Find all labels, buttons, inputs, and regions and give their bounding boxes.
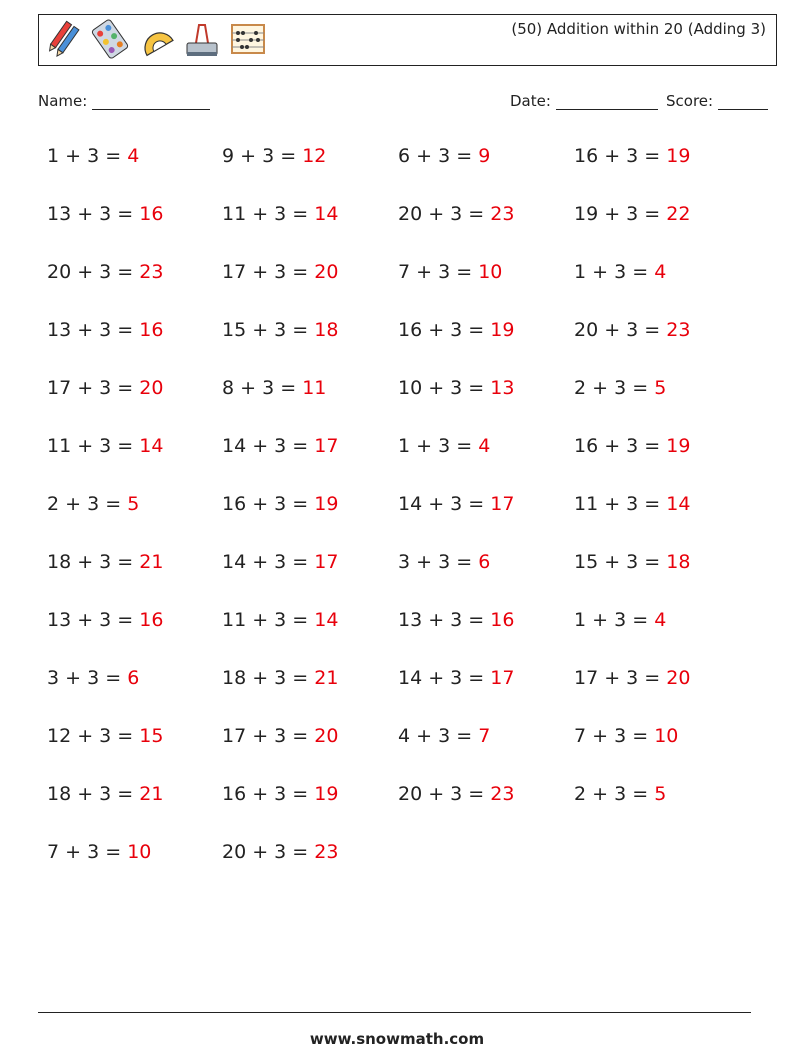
problem-answer: 16 <box>139 319 164 341</box>
problem-question: 17 + 3 = <box>574 667 667 689</box>
problem-question: 13 + 3 = <box>47 203 140 225</box>
problem-question: 14 + 3 = <box>222 551 315 573</box>
problem-item <box>574 203 690 225</box>
problem-item <box>398 145 490 167</box>
problem-item <box>398 667 514 689</box>
problem-item <box>222 841 338 863</box>
problem-answer: 23 <box>314 841 339 863</box>
problem-item <box>222 609 338 631</box>
problem-item <box>222 551 338 573</box>
problem-answer: 23 <box>666 319 691 341</box>
problem-question: 16 + 3 = <box>398 319 491 341</box>
problem-answer: 21 <box>314 667 339 689</box>
problem-item <box>398 493 514 515</box>
problem-item <box>222 783 338 805</box>
problem-answer: 19 <box>490 319 515 341</box>
problem-item <box>47 319 163 341</box>
problem-answer: 16 <box>139 203 164 225</box>
problem-question: 16 + 3 = <box>574 145 667 167</box>
problem-answer: 18 <box>666 551 691 573</box>
problem-question: 18 + 3 = <box>47 551 140 573</box>
header-icons <box>45 19 267 59</box>
problem-question: 18 + 3 = <box>47 783 140 805</box>
problem-item <box>398 783 514 805</box>
score-label: Score: <box>666 92 714 110</box>
problem-item <box>574 551 690 573</box>
problem-answer: 5 <box>654 783 667 805</box>
problem-item <box>47 551 163 573</box>
worksheet-header <box>38 14 777 66</box>
problem-item <box>47 377 163 399</box>
problem-question: 3 + 3 = <box>398 551 479 573</box>
problem-question: 4 + 3 = <box>398 725 479 747</box>
problem-answer: 21 <box>139 783 164 805</box>
problem-question: 20 + 3 = <box>222 841 315 863</box>
problem-item <box>222 725 338 747</box>
date-field <box>510 92 658 110</box>
problem-question: 2 + 3 = <box>47 493 128 515</box>
date-label: Date: <box>510 92 551 110</box>
binder-clip-icon <box>183 19 221 59</box>
problem-item <box>47 725 163 747</box>
problem-question: 15 + 3 = <box>222 319 315 341</box>
problem-question: 18 + 3 = <box>222 667 315 689</box>
problem-item <box>222 145 326 167</box>
abacus-icon <box>229 19 267 59</box>
problem-question: 11 + 3 = <box>574 493 667 515</box>
problem-item <box>222 667 338 689</box>
footer-divider <box>38 1012 751 1013</box>
problem-question: 20 + 3 = <box>398 203 491 225</box>
problem-question: 2 + 3 = <box>574 783 655 805</box>
problem-item <box>47 261 163 283</box>
problem-question: 19 + 3 = <box>574 203 667 225</box>
problem-answer: 19 <box>666 435 691 457</box>
problem-answer: 12 <box>302 145 327 167</box>
problem-question: 13 + 3 = <box>47 319 140 341</box>
problem-item <box>47 841 151 863</box>
problem-item <box>222 261 338 283</box>
problem-item <box>574 145 690 167</box>
problem-answer: 4 <box>478 435 491 457</box>
problem-question: 12 + 3 = <box>47 725 140 747</box>
problem-answer: 19 <box>666 145 691 167</box>
problem-answer: 14 <box>666 493 691 515</box>
protractor-icon <box>137 19 175 59</box>
paint-palette-icon <box>91 19 129 59</box>
name-blank[interactable] <box>92 93 210 110</box>
problem-question: 16 + 3 = <box>222 493 315 515</box>
problem-question: 10 + 3 = <box>398 377 491 399</box>
problem-answer: 10 <box>478 261 503 283</box>
problem-question: 13 + 3 = <box>47 609 140 631</box>
problem-answer: 20 <box>139 377 164 399</box>
problem-item <box>574 783 666 805</box>
problem-item <box>398 725 490 747</box>
problem-question: 7 + 3 = <box>47 841 128 863</box>
problem-question: 3 + 3 = <box>47 667 128 689</box>
problem-answer: 16 <box>490 609 515 631</box>
problem-question: 8 + 3 = <box>222 377 303 399</box>
problem-question: 11 + 3 = <box>47 435 140 457</box>
name-label: Name: <box>38 92 88 110</box>
problem-item <box>47 145 139 167</box>
problem-item <box>398 319 514 341</box>
problem-item <box>574 493 690 515</box>
problem-question: 1 + 3 = <box>398 435 479 457</box>
problem-question: 6 + 3 = <box>398 145 479 167</box>
problem-item <box>398 377 514 399</box>
problem-item <box>47 667 139 689</box>
problem-answer: 5 <box>127 493 140 515</box>
problem-answer: 5 <box>654 377 667 399</box>
problem-question: 16 + 3 = <box>222 783 315 805</box>
problem-item <box>574 609 666 631</box>
problem-question: 7 + 3 = <box>398 261 479 283</box>
problem-item <box>222 319 338 341</box>
problem-question: 20 + 3 = <box>47 261 140 283</box>
problem-answer: 17 <box>314 435 339 457</box>
problem-question: 1 + 3 = <box>47 145 128 167</box>
problem-item <box>574 667 690 689</box>
problem-item <box>574 319 690 341</box>
problem-question: 14 + 3 = <box>222 435 315 457</box>
score-blank[interactable] <box>718 93 768 110</box>
problem-question: 14 + 3 = <box>398 493 491 515</box>
problem-question: 9 + 3 = <box>222 145 303 167</box>
problem-item <box>574 725 678 747</box>
problem-answer: 19 <box>314 493 339 515</box>
problem-answer: 17 <box>314 551 339 573</box>
footer-site: www.snowmath.com <box>309 1030 485 1048</box>
problem-answer: 15 <box>139 725 164 747</box>
problem-answer: 10 <box>127 841 152 863</box>
problem-answer: 11 <box>302 377 327 399</box>
problem-item <box>222 493 338 515</box>
problem-item <box>222 435 338 457</box>
problem-question: 17 + 3 = <box>222 261 315 283</box>
problem-answer: 20 <box>666 667 691 689</box>
problem-question: 2 + 3 = <box>574 377 655 399</box>
problem-question: 20 + 3 = <box>574 319 667 341</box>
problem-answer: 10 <box>654 725 679 747</box>
problem-item <box>574 435 690 457</box>
problem-answer: 23 <box>490 783 515 805</box>
problem-answer: 7 <box>478 725 491 747</box>
name-field <box>38 92 210 110</box>
problem-item <box>398 435 490 457</box>
problem-answer: 9 <box>478 145 491 167</box>
problem-question: 11 + 3 = <box>222 609 315 631</box>
problem-question: 15 + 3 = <box>574 551 667 573</box>
problem-answer: 4 <box>654 261 667 283</box>
problem-item <box>398 609 514 631</box>
problem-answer: 20 <box>314 261 339 283</box>
problem-question: 17 + 3 = <box>222 725 315 747</box>
problem-item <box>47 783 163 805</box>
problem-answer: 21 <box>139 551 164 573</box>
problem-answer: 6 <box>127 667 140 689</box>
date-blank[interactable] <box>556 93 658 110</box>
problem-question: 17 + 3 = <box>47 377 140 399</box>
problem-item <box>222 203 338 225</box>
problem-item <box>398 551 490 573</box>
problem-answer: 6 <box>478 551 491 573</box>
worksheet-title: (50) Addition within 20 (Adding 3) <box>511 20 766 38</box>
pencils-icon <box>45 19 83 59</box>
problem-question: 14 + 3 = <box>398 667 491 689</box>
problem-question: 1 + 3 = <box>574 609 655 631</box>
problem-question: 13 + 3 = <box>398 609 491 631</box>
problem-answer: 23 <box>490 203 515 225</box>
problem-answer: 16 <box>139 609 164 631</box>
problem-item <box>47 435 163 457</box>
problem-answer: 14 <box>139 435 164 457</box>
problem-answer: 4 <box>654 609 667 631</box>
problem-answer: 23 <box>139 261 164 283</box>
problem-question: 20 + 3 = <box>398 783 491 805</box>
problem-question: 16 + 3 = <box>574 435 667 457</box>
problem-answer: 18 <box>314 319 339 341</box>
problem-answer: 4 <box>127 145 140 167</box>
problem-question: 1 + 3 = <box>574 261 655 283</box>
problem-item <box>47 609 163 631</box>
problem-item <box>222 377 326 399</box>
problem-item <box>398 203 514 225</box>
problem-answer: 19 <box>314 783 339 805</box>
problem-item <box>47 493 139 515</box>
problem-answer: 13 <box>490 377 515 399</box>
problem-item <box>574 377 666 399</box>
problem-answer: 17 <box>490 667 515 689</box>
problem-answer: 14 <box>314 609 339 631</box>
problem-question: 7 + 3 = <box>574 725 655 747</box>
problem-item <box>47 203 163 225</box>
problem-question: 11 + 3 = <box>222 203 315 225</box>
problem-item <box>398 261 502 283</box>
problem-answer: 20 <box>314 725 339 747</box>
problem-answer: 22 <box>666 203 691 225</box>
problem-answer: 14 <box>314 203 339 225</box>
problem-answer: 17 <box>490 493 515 515</box>
score-field <box>666 92 768 110</box>
problem-item <box>574 261 666 283</box>
